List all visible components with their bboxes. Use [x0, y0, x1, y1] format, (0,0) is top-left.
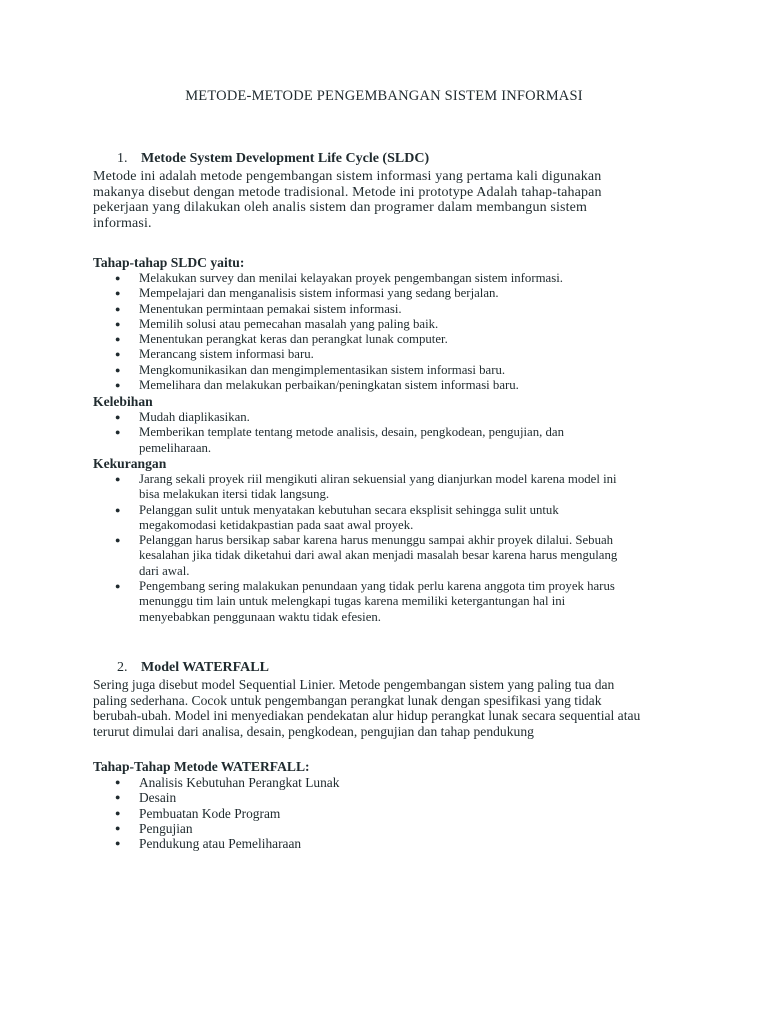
- bullet-icon: ●: [115, 792, 121, 803]
- sldc-steps-label: Tahap-tahap SLDC yaitu:: [93, 255, 245, 270]
- list-item: ● Menentukan perangkat keras dan perangkat lunak computer.: [115, 332, 448, 347]
- bullet-icon: ●: [115, 273, 121, 283]
- intro-line: Sering juga disebut model Sequential Linier. Metode pengembangan sistem yang paling tua dan: [93, 677, 615, 692]
- list-item: ● Pengembang sering malakukan penundaan yang tidak perlu karena anggota tim proyek harus menunggu tim lain untuk melengkapi tugas karena memiliki ketergantungan hal ini menyebabkan penggunaan waktu tidak efesien.: [115, 579, 615, 624]
- list-item: ● Pendukung atau Pemeliharaan: [115, 836, 302, 852]
- intro-line: paling sederhana. Cocok untuk pengembangan perangkat lunak dengan spesifikasi yang tidak: [93, 692, 602, 708]
- intro-line: berubah-ubah. Model ini menyediakan pendekatan alur hidup perangkat lunak secara sequential atau: [93, 708, 641, 723]
- bullet-icon: ●: [115, 822, 121, 833]
- list-item: ● Memberikan template tentang metode analisis, desain, pengkodean, pengujian, dan pemeliharaan.: [115, 425, 565, 455]
- list-item: ● Melakukan survey dan menilai kelayakan proyek pengembangan sistem informasi.: [115, 271, 563, 285]
- bullet-icon: ●: [115, 535, 121, 546]
- list-item: ● Pembuatan Kode Program: [115, 805, 281, 821]
- pros-list: [93, 410, 683, 456]
- bullet-icon: ●: [115, 318, 121, 329]
- intro-line: terurut dimulai dari analisa, desain, pengkodean, pengujian dan tahap pendukung: [93, 723, 534, 739]
- list-item: ● Memelihara dan melakukan perbaikan/peningkatan sistem informasi baru.: [115, 378, 519, 393]
- intro-line: pekerjaan yang dilakukan oleh analis sistem dan programer dalam membangun sistem: [93, 200, 588, 215]
- bullet-icon: ●: [115, 581, 121, 592]
- waterfall-steps-list: [93, 775, 683, 851]
- cons-list: [93, 472, 683, 625]
- intro-line: Metode ini adalah metode pengembangan sistem informasi yang pertama kali digunakan: [93, 169, 602, 184]
- intro-line: makanya disebut dengan metode tradisional. Metode ini prototype Adalah tahap-tahapan: [93, 184, 602, 200]
- section-1-number: 1.: [117, 151, 128, 166]
- bullet-icon: ●: [115, 334, 121, 345]
- section-1-heading: [117, 151, 429, 167]
- bullet-icon: ●: [115, 504, 121, 515]
- bullet-icon: ●: [115, 807, 121, 818]
- pros-label: Kelebihan: [93, 394, 153, 409]
- bullet-icon: ●: [115, 364, 121, 375]
- bullet-icon: ●: [115, 838, 121, 849]
- list-item: ● Mengkomunikasikan dan mengimplementasikan sistem informasi baru.: [115, 362, 506, 377]
- section-2-title: Model WATERFALL: [141, 660, 269, 675]
- list-item: ● Jarang sekali proyek riil mengikuti aliran sekuensial yang dianjurkan model karena model ini bisa melakukan itersi tidak langsung.: [115, 472, 617, 502]
- bullet-icon: ●: [115, 474, 121, 484]
- list-item: ● Desain: [115, 790, 177, 806]
- sldc-steps-list: [93, 271, 683, 393]
- bullet-icon: ●: [115, 777, 121, 787]
- section-1-title: Metode System Development Life Cycle (SLDC): [141, 151, 430, 166]
- section-2-number: 2.: [117, 660, 128, 675]
- waterfall-steps-label: Tahap-Tahap Metode WATERFALL:: [93, 759, 310, 774]
- list-item: ● Mudah diaplikasikan.: [115, 410, 250, 424]
- bullet-icon: ●: [115, 427, 121, 438]
- bullet-icon: ●: [115, 380, 121, 391]
- list-item: ● Pelanggan sulit untuk menyatakan kebutuhan secara eksplisit sehingga sulit untuk megakomodasi ketidakpastian pada saat awal proyek.: [115, 502, 559, 532]
- list-item: ● Memilih solusi atau pemecahan masalah yang paling baik.: [115, 316, 439, 331]
- page-title: METODE-METODE PENGEMBANGAN SISTEM INFORMASI: [185, 88, 583, 104]
- bullet-icon: ●: [115, 412, 121, 422]
- list-item: ● Pelanggan harus bersikap sabar karena harus menunggu sampai akhir proyek dilalui. Sebuah kesalahan jika tidak diketahui dari awal akan menjadi masalah besar karena harus mengulang dari awal.: [115, 533, 618, 578]
- list-item: ● Mempelajari dan menganalisis sistem informasi yang sedang berjalan.: [115, 286, 499, 301]
- list-item: ● Menentukan permintaan pemakai sistem informasi.: [115, 301, 402, 316]
- bullet-icon: ●: [115, 303, 121, 314]
- list-item: ● Merancang sistem informasi baru.: [115, 347, 314, 362]
- section-1-intro: [93, 169, 683, 231]
- bullet-icon: ●: [115, 288, 121, 299]
- list-item: ● Analisis Kebutuhan Perangkat Lunak: [115, 775, 340, 790]
- bullet-icon: ●: [115, 349, 121, 360]
- cons-label: Kekurangan: [93, 456, 167, 471]
- intro-line: informasi.: [93, 215, 152, 231]
- section-2-intro: [93, 677, 683, 739]
- list-item: ● Pengujian: [115, 820, 193, 836]
- section-2-heading: [117, 660, 269, 676]
